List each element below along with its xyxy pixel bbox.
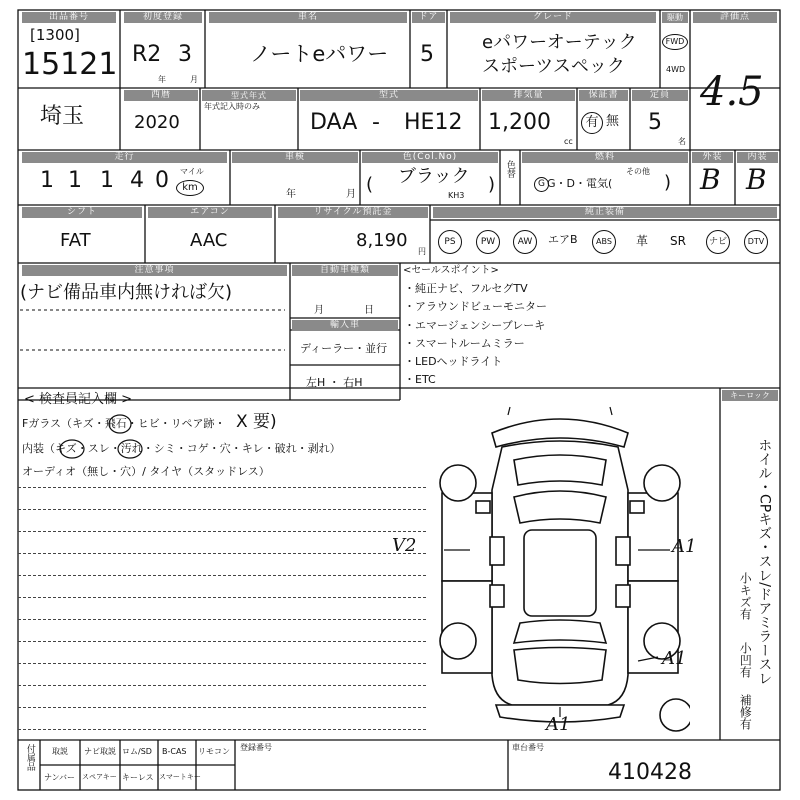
header-color: 色(Col.No): [362, 152, 498, 163]
damage-right-rear: A1: [662, 648, 687, 669]
year: 2020: [134, 112, 180, 133]
dotted-line: [18, 663, 426, 664]
aircon: AAC: [190, 230, 228, 251]
evaluation-score: 4.5: [700, 69, 764, 115]
drive-4wd: 4WD: [666, 65, 686, 74]
mileage-digit-1: 1: [40, 168, 54, 193]
header-aircon: エアコン: [148, 207, 272, 218]
header-model-type: 型式: [300, 90, 478, 101]
dotted-line: [18, 487, 426, 488]
inspector-audio: オーディオ（無し・穴）/ タイヤ（スタッドレス）: [22, 465, 270, 478]
bottom-registration: 登録番号: [240, 743, 272, 752]
dotted-line: [18, 729, 426, 730]
header-evaluation: 評価点: [693, 12, 777, 23]
side-note-main: ホイル・CPキズ・スレ/ドアミラースレ: [756, 438, 773, 685]
bottom-spare-key: スペアキー: [82, 773, 117, 781]
equip-airbag: エアB: [548, 233, 578, 246]
sales-point-6: ・ETC: [404, 373, 436, 386]
dotted-line: [18, 641, 426, 642]
bottom-rom-sd: ロム/SD: [122, 747, 152, 756]
warranty-yes-circled: 有: [581, 112, 603, 134]
fuel-options: G・D・電気(: [547, 177, 613, 190]
drive-fwd-circled: FWD: [662, 34, 688, 50]
equip-pw: PW: [476, 230, 500, 254]
dotted-line: [18, 619, 426, 620]
header-sales-point: <セールスポイント>: [403, 265, 499, 276]
side-note-repaired: 補修有: [738, 694, 753, 730]
equip-dtv: DTV: [744, 230, 768, 254]
bottom-number: ナンバー: [44, 773, 76, 782]
capacity-unit: 名: [678, 137, 686, 146]
header-auto-type: 自動車種類: [292, 265, 398, 276]
bottom-remote: リモコン: [198, 747, 230, 756]
header-key-lock: キーロック: [722, 390, 778, 401]
sales-point-5: ・LEDヘッドライト: [404, 355, 503, 368]
header-warranty: 保証書: [579, 90, 628, 101]
model-year-note: 年式記入時のみ: [204, 102, 260, 111]
bottom-chassis-label: 車台番号: [512, 743, 544, 752]
mileage-digit-2: 1: [68, 168, 82, 193]
displacement: 1,200: [488, 110, 551, 135]
color-paren-close: ): [488, 174, 496, 195]
damage-left: V2: [392, 535, 417, 556]
equip-leather: 革: [636, 234, 649, 248]
first-reg-month: 3: [178, 42, 192, 67]
model-code: HE12: [404, 110, 463, 135]
model-dash: -: [372, 110, 380, 135]
bottom-bcas: B-CAS: [162, 747, 187, 756]
model-prefix: DAA: [310, 110, 358, 135]
chassis-number: 410428: [608, 760, 692, 785]
header-capacity: 定員: [632, 90, 688, 101]
color-paren-open: (: [366, 174, 374, 195]
warranty-no: 無: [606, 114, 620, 129]
dotted-line: [18, 597, 426, 598]
fuel-other: その他: [626, 167, 650, 176]
equip-aw: AW: [513, 230, 537, 254]
mileage-unit-km-circled: km: [176, 180, 204, 196]
equip-ps: PS: [438, 230, 462, 254]
car-name: ノートeパワー: [250, 42, 389, 66]
sales-point-3: ・エマージェンシーブレーキ: [404, 319, 546, 332]
header-car-name: 車名: [209, 12, 407, 23]
first-reg-era: R2: [132, 42, 162, 67]
header-displacement: 排気量: [482, 90, 575, 101]
first-reg-year-unit: 年: [158, 75, 166, 84]
region: 埼玉: [40, 104, 85, 129]
fuel-g-circle: G: [534, 177, 549, 192]
dotted-line: [18, 553, 426, 554]
mileage-unit-mile: マイル: [180, 167, 204, 176]
recycle-fee: 8,190: [356, 230, 408, 251]
note-main: (ナビ備品車内無ければ欠): [20, 282, 233, 303]
color-code: KH3: [448, 191, 465, 200]
damage-rear: A1: [546, 714, 571, 735]
sales-point-4: ・スマートルームミラー: [404, 337, 525, 350]
bottom-manual: 取説: [52, 747, 68, 756]
fuel-close: ): [664, 172, 672, 193]
header-import: 輸入車: [292, 320, 398, 331]
grade-line1: eパワーオーテック: [482, 32, 637, 53]
header-year: 西暦: [124, 90, 198, 101]
auto-type-month: 月: [314, 305, 324, 316]
grade-line2: スポーツスペック: [482, 56, 625, 77]
header-model-year: 型式年式: [202, 90, 296, 101]
color-name: ブラック: [398, 166, 470, 187]
displacement-unit: cc: [564, 137, 573, 146]
header-first-reg: 初度登録: [124, 12, 202, 23]
bottom-side-label: 付属品: [24, 744, 35, 771]
side-note-small-scratch: 小キズ有: [738, 572, 753, 620]
bottom-keyless: キーレス: [122, 773, 154, 782]
dotted-line: [18, 685, 426, 686]
header-notes: 注意事項: [22, 265, 287, 276]
capacity: 5: [648, 110, 662, 135]
auto-type-day: 日: [364, 305, 374, 316]
header-equipment: 純正装備: [433, 207, 777, 218]
mileage-digit-3: 1: [100, 168, 114, 193]
mileage-digit-5: 0: [155, 168, 169, 193]
header-fuel: 燃料: [522, 152, 688, 163]
color-change-label: 色替: [504, 160, 515, 178]
first-reg-month-unit: 月: [190, 75, 198, 84]
sales-point-2: ・アラウンドビューモニター: [404, 300, 547, 313]
inspector-interior: 内装（キズ・スレ・汚れ・シミ・コゲ・穴・キレ・破れ・剥れ）: [22, 442, 341, 455]
damage-right: A1: [672, 536, 697, 557]
dotted-line: [18, 707, 426, 708]
equip-sunroof: SR: [670, 234, 686, 248]
interior-grade: B: [746, 163, 767, 196]
inspector-glass-mark: X 要): [236, 412, 277, 432]
shift: FAT: [60, 230, 91, 251]
sales-point-1: ・純正ナビ、フルセグTV: [404, 282, 528, 295]
equip-navi: ナビ: [706, 230, 730, 254]
car-diagram: [430, 405, 690, 745]
dotted-line: [18, 531, 426, 532]
inspector-glass: Fガラス（キズ・飛石・ヒビ・リペア跡・: [22, 417, 226, 430]
header-exterior: 外装: [692, 152, 733, 163]
handle: 左H ・ 右H: [306, 376, 363, 389]
equip-abs: ABS: [592, 230, 616, 254]
mileage-digit-4: 4: [130, 168, 144, 193]
doors: 5: [420, 42, 434, 67]
shaken-year: 年: [286, 189, 296, 200]
header-shift: シフト: [22, 207, 142, 218]
inspector-title: < 検査員記入欄 >: [24, 392, 133, 407]
lot-number: 15121: [22, 47, 118, 82]
header-lot-no: 出品番号: [22, 12, 116, 23]
shaken-month: 月: [346, 189, 356, 200]
header-drive: 駆動: [662, 12, 688, 23]
header-shaken: 車検: [232, 152, 358, 163]
recycle-unit: 円: [418, 247, 426, 256]
header-doors: ドア: [412, 12, 445, 23]
dotted-line: [18, 509, 426, 510]
lot-prefix: [1300]: [30, 26, 80, 44]
header-mileage: 走行: [22, 152, 227, 163]
header-grade: グレード: [450, 12, 656, 23]
header-interior: 内装: [737, 152, 778, 163]
side-note-small-dent: 小凹有: [738, 642, 753, 678]
bottom-smart-key: スマートキー: [159, 773, 201, 781]
exterior-grade: B: [700, 163, 721, 196]
bottom-navi-manual: ナビ取説: [84, 747, 116, 756]
dealer: ディーラー・並行: [300, 342, 388, 355]
header-recycle: リサイクル預託金: [278, 207, 428, 218]
dotted-line: [18, 575, 426, 576]
